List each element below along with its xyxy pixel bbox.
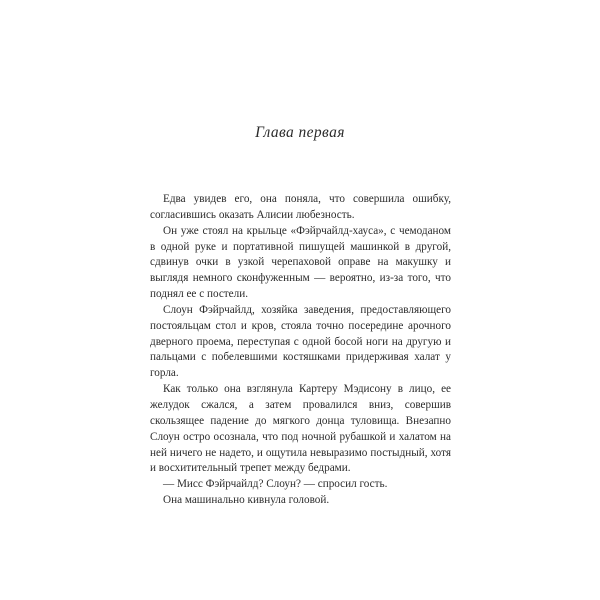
- chapter-title: Глава первая: [255, 124, 345, 141]
- paragraph: Слоун Фэйрчайлд, хозяйка заведения, предоставляющего постояльцам стол и кров, стояла точно посередине арочного дверного проема, переступая с одной босой ноги на другую и пальцами с побелевшими костяшками придерживая халат у горла.: [150, 303, 451, 380]
- paragraph: Как только она взглянула Картеру Мэдисону в лицо, ее желудок сжался, а затем провалился вниз, совершив скользящее падение до мягкого донца туловища. Внезапно Слоун остро осознала, что под ночной рубашкой и халатом на ней ничего не надето, и ощутила невыразимо постыдный, хотя и восхитительный трепет между бедрами.: [150, 383, 451, 475]
- paragraph: Едва увидев его, она поняла, что совершила ошибку, согласившись оказать Алисии любезность.: [150, 193, 451, 221]
- paragraph: Она машинально кивнула головой.: [163, 494, 330, 507]
- body-text: [150, 192, 451, 509]
- paragraph: Он уже стоял на крыльце «Фэйрчайлд-хауса», с чемоданом в одной руке и портативной пишущей машинкой в другой, сдвинув очки в узкой черепаховой оправе на макушку и выглядя немного сконфуженным — вероятно, из-за того, что поднял ее с постели.: [150, 224, 451, 301]
- paragraph-dialogue: — Мисс Фэйрчайлд? Слоун? — спросил гость.: [163, 478, 388, 491]
